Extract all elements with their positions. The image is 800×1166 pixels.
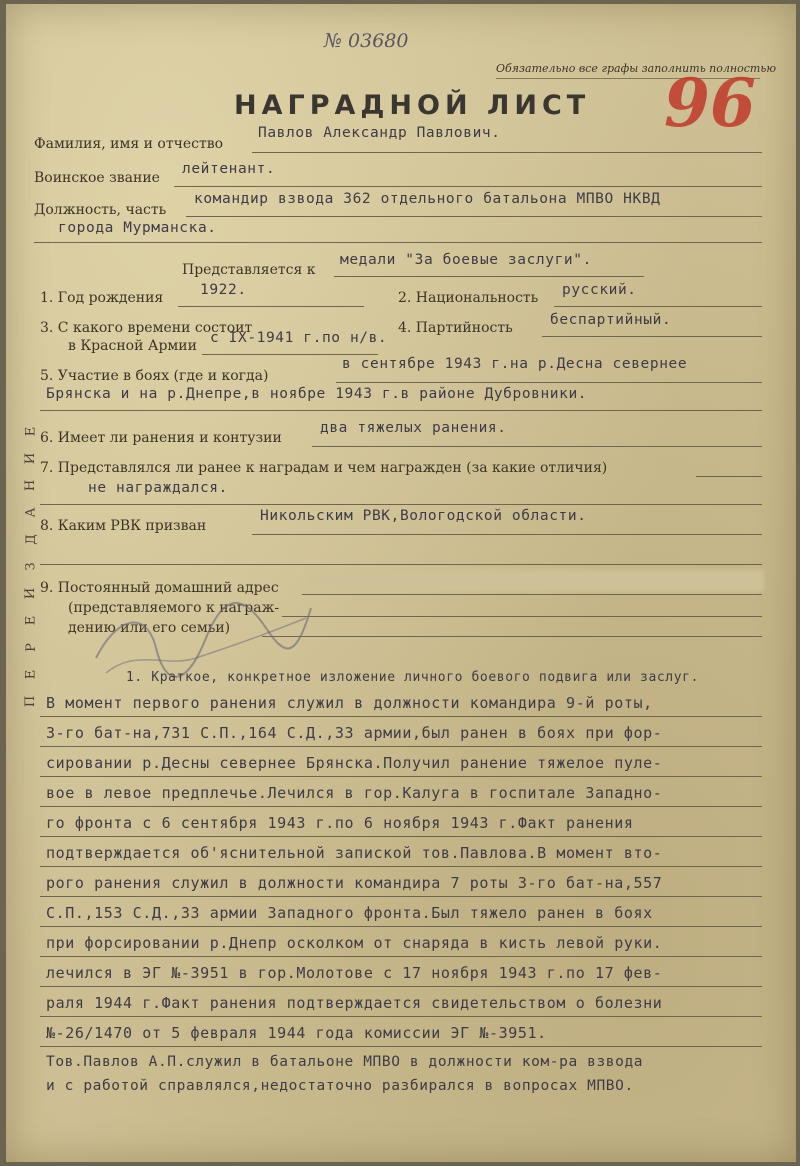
sidebar-letter: И [23,452,39,465]
feat-line-rule [40,1016,762,1017]
position-label: Должность, часть [34,202,167,218]
feat-line: В момент первого ранения служил в должности командира 9-й роты, [46,694,653,712]
feat-line: при форсировании р.Днепр осколком от снаряда в кисть левой руки. [46,934,663,952]
feat-line: го фронта с 6 сентября 1943 г.по 6 ноября 1943 г.Факт ранения [46,814,634,832]
rvk-label: 8. Каким РВК призван [40,518,207,534]
feat-line-rule [40,896,762,897]
feat-line-rule [40,716,762,717]
sidebar-letter: Е [23,669,39,680]
feat-line-rule [40,806,762,807]
position-value-1: командир взвода 362 отдельного батальона МПВО НКВД [194,191,661,207]
wounds-value: два тяжелых ранения. [320,420,507,436]
feat-line: рого ранения служил в должности командира 7 роты 3-го бат-на,557 [46,874,663,892]
sidebar-letter: И [23,587,39,600]
party-label: 4. Партийность [398,320,513,336]
sidebar-letter: Е [23,615,39,626]
name-label: Фамилия, имя и отчество [34,136,224,152]
sidebar-letter: Р [23,643,39,652]
feat-line: раля 1944 г.Факт ранения подтверждается свидетельством о болезни [46,994,663,1012]
service-label-2: в Красной Армии [68,338,197,354]
feat-closing-2: и с работой справлялся,недостаточно разбирался в вопросах МПВО. [46,1078,634,1094]
sidebar-letter: Е [23,426,39,437]
feat-heading: 1. Краткое, конкретное изложение личного боевого подвига или заслуг. [126,670,700,685]
address-label-2: (представляемого к награж- [68,600,280,616]
presented-label: Представляется к [182,262,316,278]
rvk-value: Никольским РВК,Вологодской области. [260,508,587,524]
page-title: НАГРАДНОЙ ЛИСТ [234,90,591,121]
sidebar-letter: З [23,562,39,571]
sidebar-letter: Н [23,479,39,492]
service-value: с IX-1941 г.по н/в. [210,330,388,346]
rank-label: Воинское звание [34,170,160,186]
feat-line-rule [40,1046,762,1047]
award-sheet [6,4,796,1162]
birth-label: 1. Год рождения [40,290,164,306]
address-label-3: дению или его семьи) [68,620,231,636]
battles-value-1: в сентябре 1943 г.на р.Десна севернее [342,356,688,372]
feat-line-rule [40,866,762,867]
feat-line-rule [40,836,762,837]
birth-value: 1922. [200,282,247,298]
feat-line: вое в левое предплечье.Лечился в гор.Калуга в госпитале Западно- [46,784,663,802]
feat-line: С.П.,153 С.Д.,33 армии Западного фронта.Был тяжело ранен в боях [46,904,653,922]
sidebar-letter: А [23,507,39,518]
sidebar-letter: П [23,695,39,708]
feat-line: 3-го бат-на,731 С.П.,164 С.Д.,33 армии,был ранен в боях при фор- [46,724,663,742]
name-value: Павлов Александр Павлович. [258,125,501,141]
archive-number: № 03680 [324,30,409,52]
battles-value-2: Брянска и на р.Днепре,в ноябре 1943 г.в районе Дубровники. [46,386,588,402]
address-label-1: 9. Постоянный домашний адрес [40,580,279,596]
party-value: беспартийный. [550,312,672,328]
feat-line: №-26/1470 от 5 февраля 1944 года комиссии ЭГ №-3951. [46,1024,547,1042]
sidebar-vertical-text [20,424,42,709]
feat-line: подтверждается об'яснительной запиской тов.Павлова.В момент вто- [46,844,663,862]
rank-value: лейтенант. [182,161,276,177]
nationality-label: 2. Национальность [398,290,539,306]
wounds-label: 6. Имеет ли ранения и контузии [40,430,282,446]
feat-line: сировании р.Десны севернее Брянска.Получил ранение тяжелое пуле- [46,754,663,772]
awards-label: 7. Представлялся ли ранее к наградам и чем награжден (за какие отличия) [40,460,608,476]
instruction-note: Обязательно все графы заполнить полностью [496,62,777,75]
feat-closing-1: Тов.Павлов А.П.служил в батальоне МПВО в должности ком-ра взвода [46,1054,644,1070]
feat-line-rule [40,746,762,747]
feat-line-rule [40,986,762,987]
feat-line-rule [40,776,762,777]
redacted-address [304,570,764,592]
feat-line-rule [40,956,762,957]
battles-label: 5. Участие в боях (где и когда) [40,368,269,384]
feat-line: лечился в ЭГ №-3951 в гор.Молотове с 17 ноября 1943 г.по 17 фев- [46,964,663,982]
sidebar-letter: Д [23,534,39,545]
presented-value: медали "За боевые заслуги". [340,252,592,268]
awards-value: не награждался. [88,480,228,496]
red-pencil-mark: 96 [664,64,756,142]
service-label-1: 3. С какого времени состоит [40,320,253,336]
position-value-2: города Мурманска. [58,220,217,236]
feat-line-rule [40,926,762,927]
nationality-value: русский. [562,282,637,298]
